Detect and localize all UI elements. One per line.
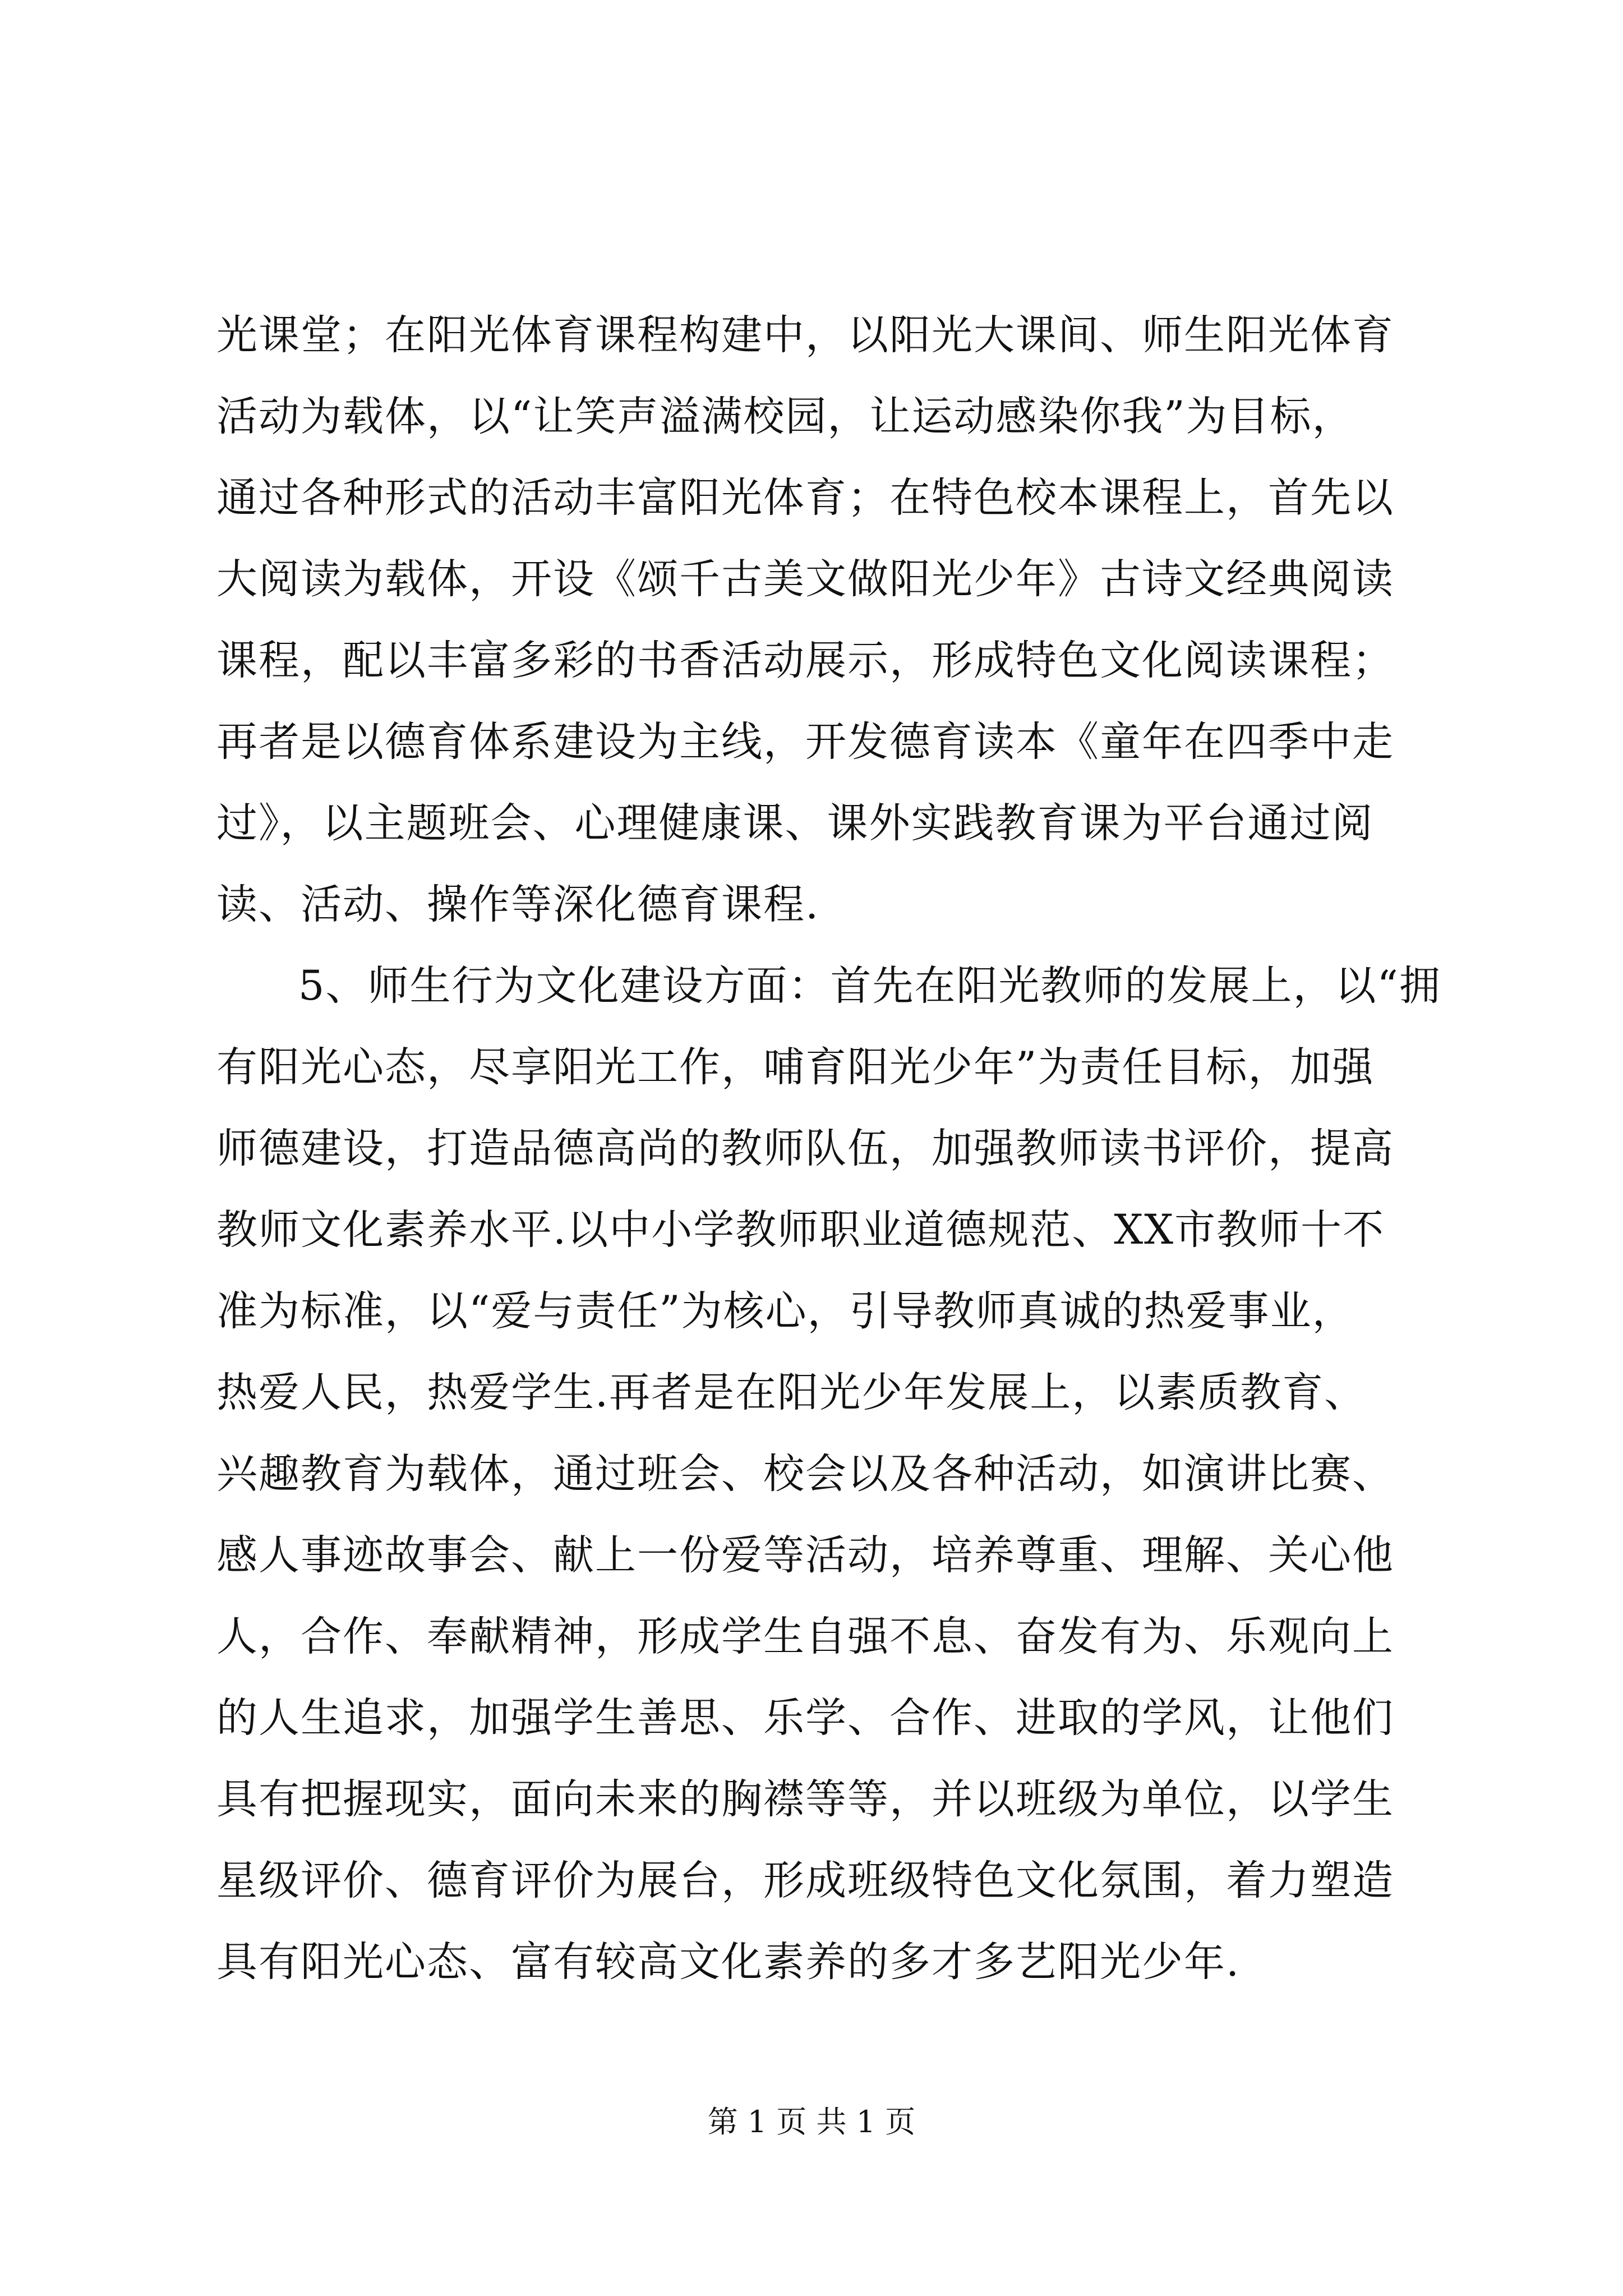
- text-line: 过》，以主题班会、心理健康课、课外实践教育课为平台通过阅: [216, 799, 1374, 847]
- text-line: 大阅读为载体，开设《颂千古美文做阳光少年》古诗文经典阅读: [216, 555, 1394, 603]
- text-line: 具有阳光心态、富有较高文化素养的多才多艺阳光少年.: [216, 1938, 1241, 1986]
- text-line: 通过各种形式的活动丰富阳光体育；在特色校本课程上，首先以: [216, 474, 1394, 522]
- paragraph-start-line: 5、师生行为文化建设方面：首先在阳光教师的发展上，以“拥: [298, 962, 1441, 1010]
- page-footer: 第 1 页 共 1 页: [707, 2104, 916, 2139]
- text-line: 的人生追求，加强学生善思、乐学、合作、进取的学风，让他们: [216, 1694, 1394, 1742]
- text-line: 再者是以德育体系建设为主线，开发德育读本《童年在四季中走: [216, 718, 1394, 766]
- text-line: 活动为载体，以“让笑声溢满校园，让运动感染你我”为目标，: [216, 393, 1354, 440]
- text-line: 感人事迹故事会、献上一份爱等活动，培养尊重、理解、关心他: [216, 1531, 1394, 1579]
- text-line: 人，合作、奉献精神，形成学生自强不息、奋发有为、乐观向上: [216, 1613, 1394, 1660]
- text-line: 光课堂；在阳光体育课程构建中，以阳光大课间、师生阳光体育: [216, 311, 1394, 359]
- body-text: [216, 295, 1441, 2003]
- text-line: 有阳光心态，尽享阳光工作，哺育阳光少年”为责任目标，加强: [216, 1043, 1375, 1091]
- text-line: 具有把握现实，面向未来的胸襟等等，并以班级为单位，以学生: [216, 1775, 1394, 1823]
- text-line: 兴趣教育为载体，通过班会、校会以及各种活动，如演讲比赛、: [216, 1450, 1394, 1498]
- text-line: 教师文化素养水平.以中小学教师职业道德规范、XX市教师十不: [216, 1206, 1385, 1254]
- text-line: 读、活动、操作等深化德育课程.: [216, 881, 820, 928]
- text-line: 课程，配以丰富多彩的书香活动展示，形成特色文化阅读课程；: [216, 637, 1394, 684]
- text-line: 师德建设，打造品德高尚的教师队伍，加强教师读书评价，提高: [216, 1125, 1394, 1172]
- text-line: 星级评价、德育评价为展台，形成班级特色文化氛围，着力塑造: [216, 1857, 1394, 1904]
- text-line: 热爱人民，热爱学生.再者是在阳光少年发展上，以素质教育、: [216, 1369, 1367, 1416]
- text-line: 准为标准，以“爱与责任”为核心，引导教师真诚的热爱事业，: [216, 1287, 1354, 1335]
